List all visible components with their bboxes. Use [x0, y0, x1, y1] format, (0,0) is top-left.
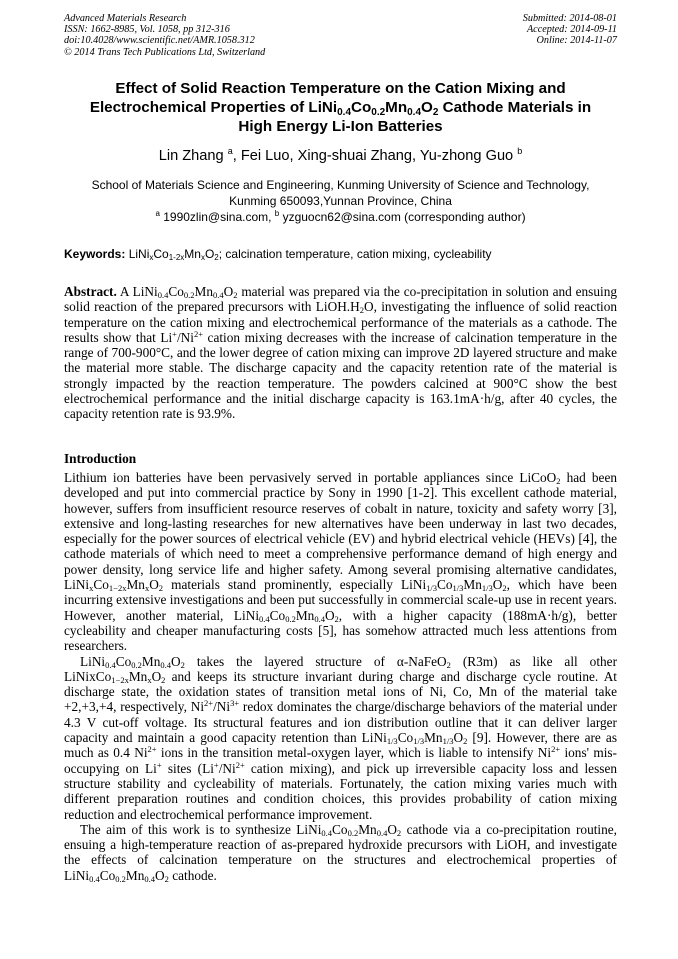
title-line-1: Effect of Solid Reaction Temperature on the Cation Mixing and — [115, 80, 566, 97]
intro-paragraph-1: Lithium ion batteries have been pervasively served in portable appliances since LiCoO$_2$ had been developed and put into commercial practice by Sony in 1990 [1-2]. This excellent cathode material, however, suffers from insufficient resource reserves of cobalt in nature, toxicity and safety worry [3], extensive and long-lasting researches for new alternatives have been underway in last two decades, especially for the power sources of electrical vehicle (EV) and hybrid electrical vehicle (HEVs) [4], the cathode materials of which need to meet a comprehensive performance demand of high energy and power density, long service life and higher safety. Among several promising alternative candidates, $LiNi_xCo_{1-2x}Mn_xO_2$ materials stand prominently, especially $LiNi_{1/3}Co_{1/3}Mn_{1/3}O_2$, which have been incurring extensive investigations and been put successfully in commercial scale-up use in recent years. However, another material, $LiNi_{0.4}Co_{0.2}Mn_{0.4}O_2$, with a higher capacity (188mA·h/g), better cycleability and cheaper manufacturing costs [5], has somehow attracted much less attentions from researchers. — [64, 470, 617, 654]
intro-paragraph-2: $LiNi_{0.4}Co_{0.2}Mn_{0.4}O_2$ takes the layered structure of α-NaFeO$_2$ (R3m) as like all other $LiNixCo_{1-2x}Mn_xO_2$ and keeps its structure invariant during charge and discharge cycle routine. At discharge state, the oxidation states of transition metal ions of Ni, Co, Mn of the material take +2,+3,+4, respectively, $Ni^{2+}/Ni^{3+}$ redox dominates the charge/discharge behaviors of the material under 4.3 V cut-off voltage. Its structural features and ion distribution outline that it can deliver larger capacity and maintain a good capacity retention than $LiNi_{1/3}Co_{1/3}Mn_{1/3}O_2$ [9]. However, there are as much as 0.4 $Ni^{2+}$ ions in the transition metal-oxygen layer, which is liable to intensify $Ni^{2+}$ ions' mis-occupying on Li+ sites ($Li^+/Ni^{2+}$ cation mixing), and pick up irreversible capacity loss and lessen structure stability and cycleability of materials. Fortunately, the cation mixing varies much with different preparation routines and condition choices, this provides probability of cation mixing reduction and electrochemical performance improvement. — [64, 653, 618, 822]
keywords-label: Keywords: — [64, 247, 126, 261]
section-heading-introduction: Introduction — [64, 451, 137, 466]
intro-paragraph-3: The aim of this work is to synthesize $LiNi_{0.4}Co_{0.2}Mn_{0.4}O_2$ cathode via a co-precipitation routine, ensuing a high-temperature reaction of as-prepared hydroxide precursors with LiOH, and investigate the effects of calcination temperature on the structures and electrochemical properties of $LiNi_{0.4}Co_{0.2}Mn_{0.4}O_2$ cathode. — [64, 821, 617, 884]
issn-line: ISSN: 1662-8985, Vol. 1058, pp 312-316 — [64, 24, 230, 36]
author-list: Lin Zhang $^a$, Fei Luo, Xing-shuai Zhang, Yu-zhong Guo $^b$ — [158, 146, 523, 164]
abstract-label: Abstract. — [64, 284, 117, 299]
introduction-body — [64, 470, 617, 883]
submitted-date: Submitted: 2014-08-01 — [522, 13, 617, 24]
copyright-line: © 2014 Trans Tech Publications Ltd, Switzerland — [64, 46, 266, 58]
journal-info — [64, 13, 265, 58]
paper-title — [64, 79, 617, 136]
abstract: Abstract. A $LiNi_{0.4}Co_{0.2}Mn_{0.4}O_2$ material was prepared via the co-precipitation in solution and ensuing solid reaction of the prepared precursors with $LiOH.H_2O$, investigating the influence of solid reaction temperature on the cation mixing and electrochemical performance of the materials as a cathode. The results show that $Li^+/Ni^{2+}$ cation mixing decreases with the increase of calcination temperature in the range of 700-900°C, and the lower degree of cation mixing can improve 2D layered structure and make the material more stable. The discharge capacity and the capacity retention rate of the material is strongly impacted by the reaction temperature. The powders calcined at 900°C show the best electrochemical performance and the initial discharge capacity is 163.1mA·h/g, after 40 cycles, the capacity retention rate is 93.9%. — [64, 284, 618, 422]
online-date: Online: 2014-11-07 — [536, 35, 617, 47]
affiliation: School of Materials Science and Engineering, Kunming University of Science and Technology, Kunming 650093,Yunnan Province, China — [91, 178, 590, 208]
journal-name: Advanced Materials Research — [64, 13, 187, 24]
title-line-2: Electrochemical Properties of $LiNi_{0.4}Co_{0.2}Mn_{0.4}O_2$ Cathode Materials in — [89, 99, 592, 118]
dates-info — [523, 13, 617, 47]
title-line-3: High Energy Li-Ion Batteries — [238, 118, 443, 135]
doi-line: doi:10.4028/www.scientific.net/AMR.1058.312 — [64, 35, 255, 47]
keywords: Keywords: $LiNi_xCo_{1-2x}Mn_xO_2$; calcination temperature, cation mixing, cycleability — [64, 247, 492, 262]
author-emails: $^a$ 1990zlin@sina.com, $^b$ yzguocn62@sina.com (corresponding author) — [155, 209, 526, 224]
accepted-date: Accepted: 2014-09-11 — [526, 24, 617, 36]
